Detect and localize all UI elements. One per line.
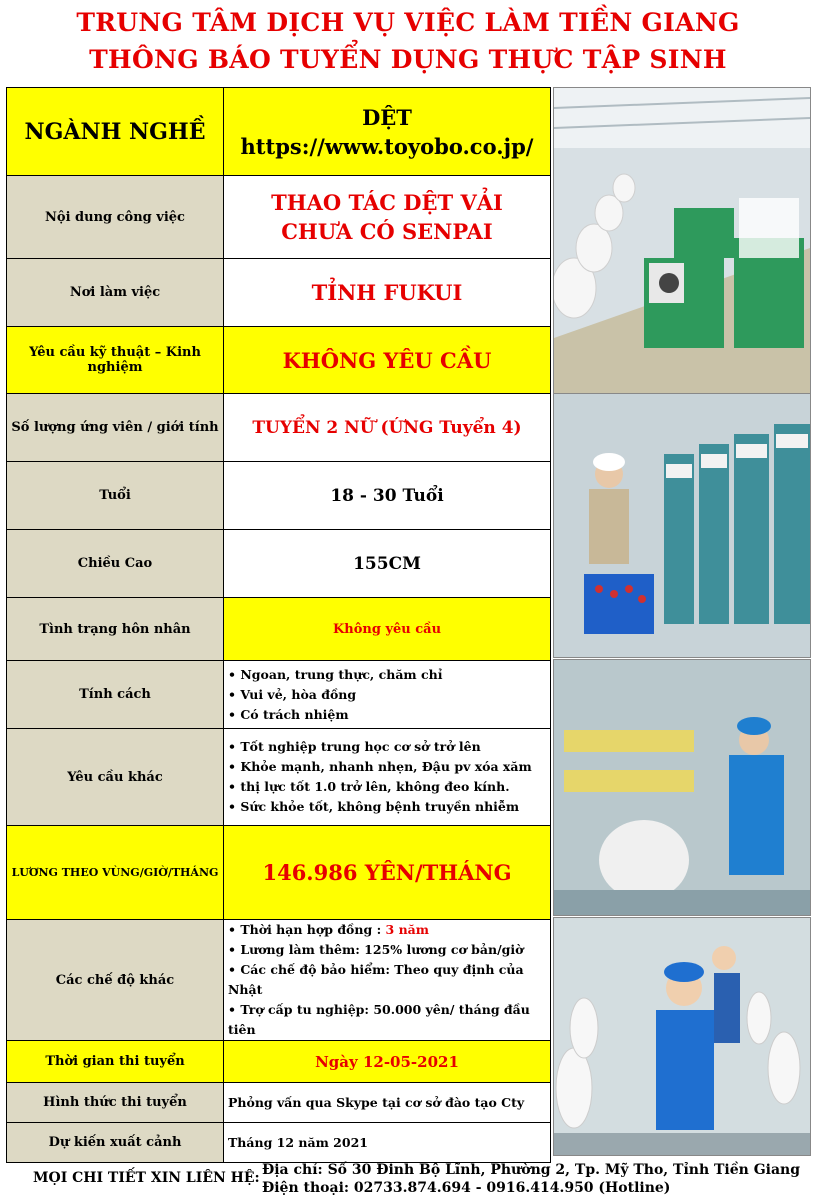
factory-photo-1 <box>553 87 811 394</box>
footer-contact-label: MỌI CHI TIẾT XIN LIÊN HỆ: <box>33 1170 260 1186</box>
benefits-list <box>224 920 550 1040</box>
list-item <box>228 920 550 940</box>
footer-address: Địa chỉ: Số 30 Đinh Bộ Lĩnh, Phường 2, Tp. Mỹ Tho, Tỉnh Tiền Giang <box>262 1162 801 1178</box>
benefits-label: Các chế độ khác <box>7 920 224 1041</box>
industry-value: DỆT <box>362 104 412 130</box>
job-value-line1: THAO TÁC DỆT VẢI <box>271 190 503 215</box>
list-item: • Khỏe mạnh, nhanh nhẹn, Đậu pv xóa xăm <box>228 757 550 777</box>
skill-label: Yêu cầu kỹ thuật – Kinh nghiệm <box>7 327 224 394</box>
list-item: • Ngoan, trung thực, chăm chỉ <box>228 665 550 685</box>
skill-value: KHÔNG YÊU CẦU <box>224 327 551 394</box>
list-item: • Trợ cấp tu nghiệp: 50.000 yên/ tháng đầu tiên <box>228 1000 550 1040</box>
workplace-label: Nơi làm việc <box>7 259 224 327</box>
age-value: 18 - 30 Tuổi <box>224 462 551 530</box>
personality-cell <box>224 661 551 729</box>
marital-value: Không yêu cầu <box>224 598 551 661</box>
salary-value: 146.986 YÊN/THÁNG <box>224 826 551 920</box>
footer-phone: Điện thoại: 02733.874.694 - 0916.414.950 (Hotline) <box>262 1180 671 1196</box>
salary-label: LƯƠNG THEO VÙNG/GIỜ/THÁNG <box>7 826 224 920</box>
age-label: Tuổi <box>7 462 224 530</box>
other-req-list <box>224 737 550 817</box>
other-req-label: Yêu cầu khác <box>7 729 224 826</box>
personality-label: Tính cách <box>7 661 224 729</box>
departure-value: Tháng 12 năm 2021 <box>224 1123 551 1163</box>
marital-label: Tình trạng hôn nhân <box>7 598 224 661</box>
exam-time-value: Ngày 12-05-2021 <box>224 1041 551 1083</box>
list-item: • Sức khỏe tốt, không bệnh truyền nhiễm <box>228 797 550 817</box>
departure-label: Dự kiến xuất cảnh <box>7 1123 224 1163</box>
job-cell <box>224 176 551 259</box>
quantity-label: Số lượng ứng viên / giới tính <box>7 394 224 462</box>
list-item: • Các chế độ bảo hiểm: Theo quy định của Nhật <box>228 960 550 1000</box>
height-value: 155CM <box>224 530 551 598</box>
list-item: • Vui vẻ, hòa đồng <box>228 685 550 705</box>
personality-list <box>224 665 550 725</box>
job-label: Nội dung công việc <box>7 176 224 259</box>
list-item: • thị lực tốt 1.0 trở lên, không đeo kính. <box>228 777 550 797</box>
contract-prefix: Thời hạn hợp đồng : <box>240 922 386 937</box>
benefits-cell <box>224 920 551 1041</box>
height-label: Chiều Cao <box>7 530 224 598</box>
quantity-value: TUYỂN 2 NỮ (ỨNG Tuyển 4) <box>224 394 551 462</box>
factory-photo-3 <box>553 659 811 916</box>
exam-time-label: Thời gian thi tuyển <box>7 1041 224 1083</box>
job-value-line2: CHƯA CÓ SENPAI <box>281 219 493 244</box>
factory-photo-4 <box>553 917 811 1156</box>
header-title-line2: THÔNG BÁO TUYỂN DỤNG THỰC TẬP SINH <box>89 45 727 74</box>
factory-photo-2 <box>553 393 811 658</box>
workplace-value: TỈNH FUKUI <box>224 259 551 327</box>
industry-cell <box>224 88 551 176</box>
contract-duration: 3 năm <box>385 922 430 937</box>
header-title-line1: TRUNG TÂM DỊCH VỤ VIỆC LÀM TIỀN GIANG <box>76 8 740 37</box>
exam-form-label: Hình thức thi tuyển <box>7 1083 224 1123</box>
list-item: • Có trách nhiệm <box>228 705 550 725</box>
industry-label: NGÀNH NGHỀ <box>7 88 224 176</box>
list-item: • Lương làm thêm: 125% lương cơ bản/giờ <box>228 940 550 960</box>
industry-url: https://www.toyobo.co.jp/ <box>240 133 534 159</box>
list-item: • Tốt nghiệp trung học cơ sở trở lên <box>228 737 550 757</box>
exam-form-value: Phỏng vấn qua Skype tại cơ sở đào tạo Cty <box>224 1083 551 1123</box>
other-req-cell <box>224 729 551 826</box>
recruitment-table <box>6 87 551 1163</box>
